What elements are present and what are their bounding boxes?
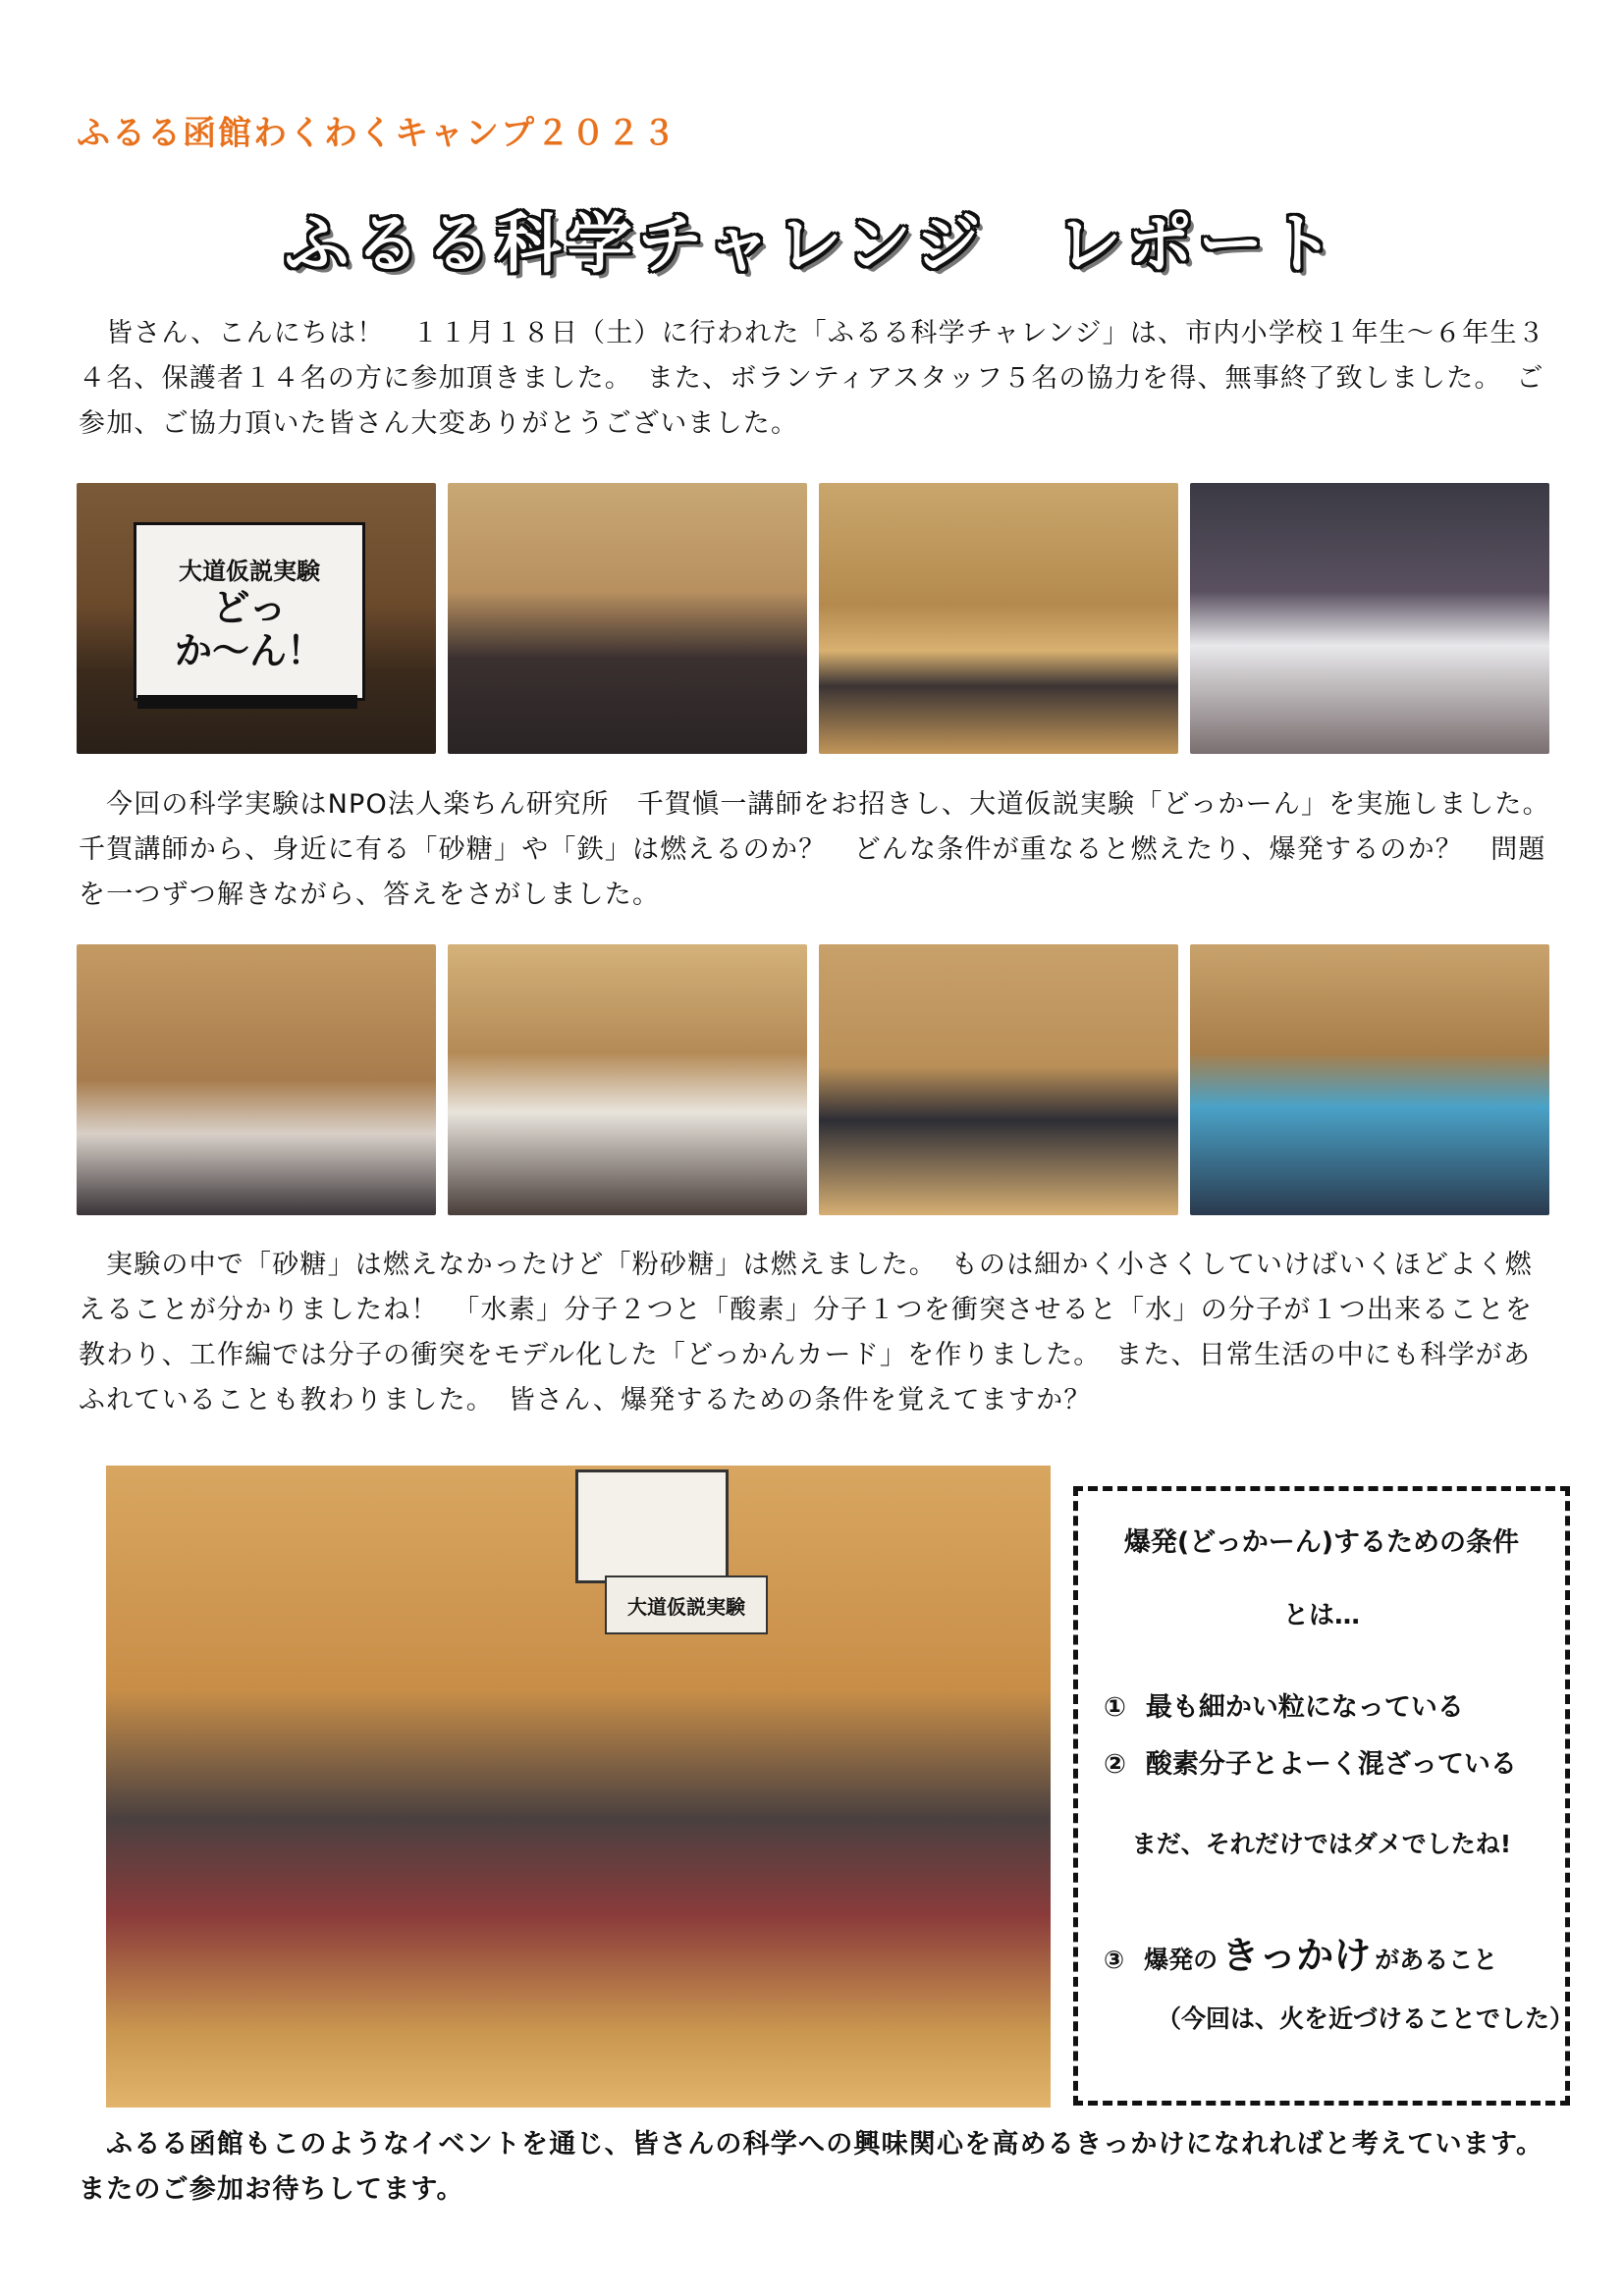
- results-paragraph: 実験の中で「砂糖」は燃えなかったけど「粉砂糖」は燃えました。 ものは細かく小さくしていけばいくほどよく燃えることが分かりましたね！ 「水素」分子２つと「酸素」分子１つを衝突させると「水」の分子が１つ出来ることを教わり、工作編では分子の衝突をモデル化した「どっかんカード」を作りました。 また、日常生活の中にも科学があふれていることも教わりました。 皆さん、爆発するための条件を覚えてますか？: [79, 1250, 1534, 1415]
- condition-item-3: [1104, 1925, 1497, 1979]
- screen-stand: [137, 695, 357, 709]
- condition-text-3-post: があること: [1375, 1946, 1498, 1974]
- banner-text: 大道仮説実験: [627, 1594, 745, 1619]
- photo-group: [106, 1466, 1051, 2108]
- condition-number-3: ③: [1104, 1946, 1125, 1974]
- condition-number-1: ①: [1104, 1692, 1126, 1723]
- photo-row-middle: [77, 944, 1549, 1215]
- photo-instructor-intro: [448, 483, 807, 754]
- condition-item-2: [1104, 1742, 1517, 1781]
- photo-flame-experiment: [448, 944, 807, 1215]
- condition-item-1: [1104, 1685, 1464, 1724]
- conditions-subtitle: とは…: [1282, 1601, 1360, 1630]
- slide-title: 大道仮説実験: [179, 556, 320, 585]
- slide-text-1: どっ: [212, 585, 287, 629]
- condition-keyword: きっかけ: [1221, 1934, 1372, 1977]
- basketball-hoop: [575, 1469, 729, 1583]
- slide-text-2: か〜ん！: [174, 628, 324, 672]
- conditions-warning: まだ、それだけではダメでしたね!: [1131, 1830, 1512, 1858]
- condition-number-2: ②: [1104, 1749, 1126, 1780]
- conditions-note: （今回は、火を近づけることでした）: [1157, 2004, 1575, 2033]
- photo-craft-tables: [1190, 944, 1549, 1215]
- page-title: ふるる科学チャレンジ レポート: [284, 206, 1340, 282]
- photo-children-seated: [1190, 483, 1549, 754]
- closing-paragraph: ふるる函館もこのようなイベントを通じ、皆さんの科学への興味関心を高めるきっかけになれればと考えています。 またのご参加お待ちしてます。: [79, 2129, 1558, 2205]
- photo-row-top: [77, 483, 1549, 754]
- conditions-title: 爆発(どっかーん)するための条件: [1123, 1527, 1520, 1558]
- condition-text-2: 酸素分子とよーく混ざっている: [1145, 1749, 1517, 1780]
- group-banner: [605, 1575, 768, 1634]
- projected-slide: [134, 522, 365, 701]
- conditions-box: [1073, 1486, 1575, 2106]
- photo-instructor-demo: [77, 944, 436, 1215]
- experiment-paragraph: 今回の科学実験はNPO法人楽ちん研究所 千賀愼一講師をお招きし、大道仮説実験「どっかーん」を実施しました。 千賀講師から、身近に有る「砂糖」や「鉄」は燃えるのか？ どんな条件が重なると燃えたり、爆発するのか？ 問題を一つずつ解きながら、答えをさがしました。: [79, 789, 1565, 910]
- condition-text-1: 最も細かい粒になっている: [1145, 1692, 1464, 1723]
- photo-gym-audience: [819, 483, 1178, 754]
- photo-children-watching: [819, 944, 1178, 1215]
- event-tag: ふるる函館わくわくキャンプ２０２３: [77, 114, 677, 153]
- intro-paragraph: 皆さん、こんにちは！ １１月１８日（土）に行われた「ふるる科学チャレンジ」は、市内小学校１年生〜６年生３４名、保護者１４名の方に参加頂きました。 また、ボランティアスタッフ５名の協力を得、無事終了致しました。 ご参加、ご協力頂いた皆さん大変ありがとうございました。: [79, 318, 1545, 439]
- condition-text-3-pre: 爆発の: [1144, 1946, 1218, 1974]
- photo-projection-screen: [77, 483, 436, 754]
